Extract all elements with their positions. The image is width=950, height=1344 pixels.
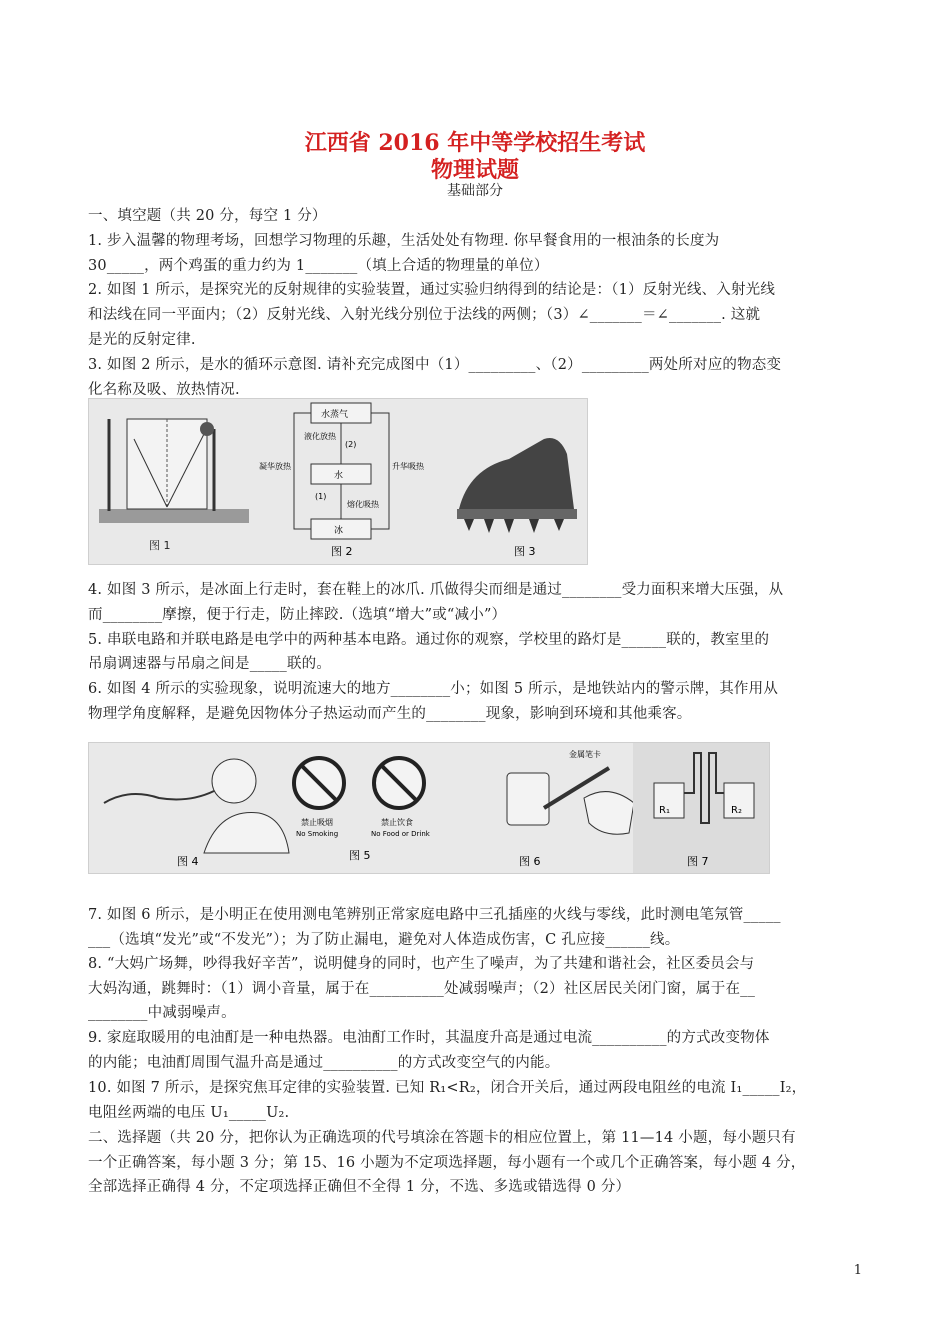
- fig7-caption: 图 7: [687, 855, 709, 868]
- fig2-label-liquefy: 液化放热: [304, 432, 336, 441]
- question-2-line-3: 是光的反射定律.: [88, 332, 196, 348]
- question-10-line-2: 电阻丝两端的电压 U₁_____U₂.: [88, 1105, 290, 1121]
- question-9-line-1: 9. 家庭取暖用的电油酊是一种电热器。电油酊工作时，其温度升高是通过电流__________的方式改变物体: [88, 1030, 770, 1046]
- page-number: 1: [853, 1263, 862, 1278]
- question-9-line-2: 的内能；电油酊周围气温升高是通过__________的方式改变空气的内能。: [88, 1055, 560, 1071]
- fig5-caption: 图 5: [349, 849, 371, 862]
- question-7-line-1: 7. 如图 6 所示，是小明正在使用测电笔辨别正常家庭电路中三孔插座的火线与零线，此时测电笔氖管_____: [88, 907, 781, 923]
- exam-title: 江西省 2016 年中等学校招生考试: [304, 130, 646, 156]
- fig2-label-sublimate: 升华吸热: [392, 462, 424, 471]
- question-8-line-3: ________中减弱噪声。: [88, 1005, 236, 1021]
- question-6-line-1: 6. 如图 4 所示的实验现象，说明流速大的地方________小；如图 5 所示，是地铁站内的警示牌，其作用从: [88, 681, 779, 697]
- fig2-label-blank-2: (2): [345, 440, 357, 449]
- fig7-label-r1: R₁: [659, 805, 670, 816]
- fig5-sign-2-en: No Food or Drink: [371, 830, 430, 838]
- question-8-line-1: 8. “大妈广场舞，吵得我好辛苦”，说明健身的同时，也产生了噪声，为了共建和谐社会，社区委员会与: [88, 956, 755, 972]
- fig2-caption: 图 2: [331, 545, 353, 558]
- fig5-sign-1-en: No Smoking: [296, 830, 339, 838]
- question-6-line-2: 物理学角度解释，是避免因物体分子热运动而产生的________现象，影响到环境和其他乘客。: [88, 706, 692, 722]
- fig4-caption: 图 4: [177, 855, 199, 868]
- question-7-line-2: ___（选填“发光”或“不发光”）；为了防止漏电，避免对人体造成伤害，C 孔应接______线。: [88, 932, 680, 948]
- fig6-caption: 图 6: [519, 855, 541, 868]
- section-heading-choice-line-3: 全部选择正确得 4 分，不定项选择正确但不全得 1 分，不选、多选或错选得 0 分）: [88, 1179, 631, 1195]
- fig2-box-vapor: 水蒸气: [321, 410, 349, 420]
- exam-subject-title: 物理试题: [430, 157, 519, 183]
- question-2-line-2: 和法线在同一平面内；（2）反射光线、入射光线分别位于法线的两侧；（3）∠_______＝∠_______. 这就: [88, 307, 761, 323]
- question-4-line-2: 而________摩擦，便于行走，防止摔跤.（选填“增大”或“减小”）: [88, 607, 507, 623]
- question-3-line-2: 化名称及吸、放热情况.: [88, 382, 240, 398]
- section-heading-fill-blank: 一、填空题（共 20 分，每空 1 分）: [88, 208, 327, 224]
- fig2-label-desublimate: 凝华放热: [259, 462, 291, 471]
- section-heading-choice-line-2: 一个正确答案，每小题 3 分；第 15、16 小题为不定项选择题，每小题有一个或几个正确答案，每小题 4 分，: [88, 1155, 806, 1171]
- question-5-line-2: 吊扇调速器与吊扇之间是_____联的。: [88, 656, 332, 672]
- figures-1-3-strip: [88, 398, 588, 565]
- question-4-line-1: 4. 如图 3 所示，是冰面上行走时，套在鞋上的冰爪. 爪做得尖而细是通过________受力面积来增大压强，从: [88, 582, 784, 598]
- question-1-line-2: 30_____，两个鸡蛋的重力约为 1_______（填上合适的物理量的单位）: [88, 258, 549, 274]
- question-3-line-1: 3. 如图 2 所示，是水的循环示意图. 请补充完成图中（1）_________、（2）_________两处所对应的物态变: [88, 357, 782, 373]
- fig6-metal-clip-label: 金属笔卡: [569, 750, 601, 759]
- figures-4-7-drawing: [89, 743, 769, 873]
- question-8-line-2: 大妈沟通，跳舞时：（1）调小音量，属于在__________处减弱噪声；（2）社区居民关闭门窗，属于在__: [88, 981, 756, 997]
- fig1-caption: 图 1: [149, 539, 171, 552]
- question-10-line-1: 10. 如图 7 所示，是探究焦耳定律的实验装置. 已知 R₁<R₂，闭合开关后，通过两段电阻丝的电流 I₁_____I₂，: [88, 1080, 807, 1096]
- fig7-label-r2: R₂: [731, 805, 742, 816]
- figures-1-3-drawing: [89, 399, 587, 564]
- fig5-sign-2-cn: 禁止饮食: [381, 818, 413, 827]
- question-1-line-1: 1. 步入温馨的物理考场，回想学习物理的乐趣，生活处处有物理. 你早餐食用的一根油条的长度为: [88, 233, 720, 249]
- figures-4-7-strip: [88, 742, 770, 874]
- fig2-label-blank-1: (1): [315, 492, 327, 501]
- question-2-line-1: 2. 如图 1 所示，是探究光的反射规律的实验装置，通过实验归纳得到的结论是：（1）反射光线、入射光线: [88, 282, 776, 298]
- question-5-line-1: 5. 串联电路和并联电路是电学中的两种基本电路。通过你的观察，学校里的路灯是______联的，教室里的: [88, 632, 770, 648]
- fig5-sign-1-cn: 禁止吸烟: [301, 818, 333, 827]
- section-subtitle: 基础部分: [447, 183, 503, 199]
- section-heading-choice-line-1: 二、选择题（共 20 分，把你认为正确选项的代号填涂在答题卡的相应位置上，第 11—14 小题，每小题只有: [88, 1130, 796, 1146]
- fig2-box-water: 水: [334, 471, 344, 481]
- fig3-caption: 图 3: [514, 545, 536, 558]
- fig2-label-melt: 熔化吸热: [347, 500, 379, 509]
- fig2-box-ice: 冰: [334, 526, 344, 536]
